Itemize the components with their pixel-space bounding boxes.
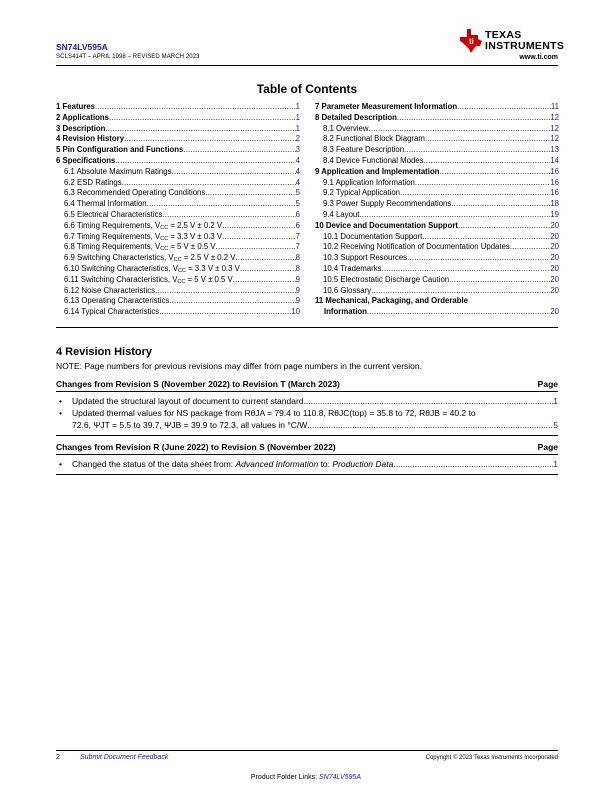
toc-entry[interactable]: 10.2 Receiving Notification of Documentation Updates ..... 20	[315, 242, 559, 253]
toc-entry[interactable]: 6.12 Noise Characteristics ..... 9	[56, 286, 300, 297]
page-link[interactable]: 1	[553, 396, 558, 406]
toc-entry[interactable]: 6.8 Timing Requirements, $V_{CC} = 5$ V ± 0.5 V ..... 7	[56, 242, 300, 253]
logo-text-texas: TEXAS	[485, 29, 522, 41]
toc-entry[interactable]: 6.4 Thermal Information ..... 5	[56, 199, 300, 210]
toc-entry[interactable]: 1 Features ..... 1	[56, 102, 300, 113]
change-block-header	[56, 442, 558, 455]
change-block-r-to-s	[56, 442, 558, 475]
page-link[interactable]: 5	[553, 420, 558, 430]
toc-entry[interactable]: 6.14 Typical Characteristics ..... 10	[56, 307, 300, 318]
change-block-title: Changes from Revision S (November 2022) to Revision T (March 2023)	[56, 379, 340, 389]
revision-note: NOTE: Page numbers for previous revisions may differ from page numbers in the current version.	[56, 361, 422, 371]
toc-entry[interactable]: 9.2 Typical Application ..... 16	[315, 188, 559, 199]
toc-entry[interactable]: 9.1 Application Information ..... 16	[315, 178, 559, 189]
toc-entry[interactable]: 10.1 Documentation Support ..... 20	[315, 232, 559, 243]
toc-entry[interactable]: 8.2 Functional Block Diagram ..... 12	[315, 134, 559, 145]
toc-entry[interactable]: 10.4 Trademarks ..... 20	[315, 264, 559, 275]
change-item: • Updated the structural layout of document to current standard ..... 1	[56, 395, 558, 407]
footer-divider	[56, 750, 558, 751]
block-divider	[56, 474, 558, 475]
toc-entry[interactable]: 4 Revision History ..... 2	[56, 134, 300, 145]
part-number-link[interactable]: SN74LV595A	[56, 42, 108, 52]
change-item: • Updated thermal values for NS package from RθJA = 79.4 to 110.8, RθJC(top) = 35.8 to 72, RθJB = 40.2 to 72.6, ΨJT = 5.5 to 39.7, ΨJB = 39.9 to 72.3, all values in °C/W ..... 5	[56, 407, 558, 431]
toc-left-column	[56, 102, 300, 318]
toc-entry[interactable]: 7 Parameter Measurement Information ..... 11	[315, 102, 559, 113]
toc-entry[interactable]: 10.6 Glossary ..... 20	[315, 286, 559, 297]
website-link[interactable]: www.ti.com	[519, 54, 558, 61]
toc-title: Table of Contents	[256, 82, 358, 96]
toc-entry[interactable]: 3 Description ..... 1	[56, 124, 300, 135]
toc-entry[interactable]: 6.1 Absolute Maximum Ratings ..... 4	[56, 167, 300, 178]
page-header	[56, 29, 565, 66]
toc-entry[interactable]: 6 Specifications ..... 4	[56, 156, 300, 167]
change-block-header	[56, 379, 558, 392]
toc-entry[interactable]: 6.10 Switching Characteristics, $V_{CC} = 3.3$ V ± 0.3 V ..... 8	[56, 264, 300, 275]
logo-text-instruments: INSTRUMENTS	[485, 40, 565, 52]
toc-entry[interactable]: 6.11 Switching Characteristics, $V_{CC} = 5$ V ± 0.5 V ..... 9	[56, 275, 300, 286]
toc-entry[interactable]: 11 Mechanical, Packaging, and Orderable	[315, 296, 468, 306]
bullet: •	[59, 459, 62, 469]
change-block-s-to-t	[56, 379, 558, 436]
toc-entry[interactable]: 6.13 Operating Characteristics ..... 9	[56, 296, 300, 307]
toc-entry[interactable]: 8.1 Overview ..... 12	[315, 124, 559, 135]
ti-state-icon	[460, 29, 482, 53]
product-folder-label: Product Folder Links:	[250, 774, 320, 781]
toc-entry[interactable]: 9.3 Power Supply Recommendations ..... 18	[315, 199, 559, 210]
toc-entry[interactable]: 6.5 Electrical Characteristics ..... 6	[56, 210, 300, 221]
product-folder-link[interactable]: SN74LV595A	[319, 774, 362, 781]
toc-entry[interactable]: 8.3 Feature Description ..... 13	[315, 145, 559, 156]
toc-entry[interactable]: 6.7 Timing Requirements, $V_{CC} = 3.3$ V ± 0.3 V ..... 7	[56, 232, 300, 243]
page-column-header: Page	[537, 442, 558, 452]
bullet: •	[59, 408, 62, 418]
toc-entry[interactable]: 10 Device and Documentation Support ..... 20	[315, 221, 559, 232]
toc-entry[interactable]: 2 Applications ..... 1	[56, 113, 300, 124]
change-item: • Changed the status of the data sheet from: Advanced Information to: Production Data ..... 1	[56, 458, 558, 470]
revision-history-heading: 4 Revision History	[56, 346, 152, 358]
product-folder-links	[0, 774, 612, 781]
block-divider	[56, 435, 558, 436]
toc-entry[interactable]: 6.6 Timing Requirements, $V_{CC} = 2.5$ V ± 0.2 V ..... 6	[56, 221, 300, 232]
bullet: •	[59, 396, 62, 406]
toc-entry[interactable]: 8.4 Device Functional Modes ..... 14	[315, 156, 559, 167]
footer-page-number: 2	[56, 754, 60, 761]
toc-entry[interactable]: 6.2 ESD Ratings ..... 4	[56, 178, 300, 189]
toc-right-column	[315, 102, 559, 318]
toc-entry[interactable]: 8 Detailed Description ..... 12	[315, 113, 559, 124]
document-info: SCLS414T – APRIL 1998 – REVISED MARCH 2023	[56, 54, 200, 60]
svg-text:ti: ti	[469, 37, 474, 46]
toc-entry[interactable]: 10.5 Electrostatic Discharge Caution ..... 20	[315, 275, 559, 286]
page-column-header: Page	[537, 379, 558, 389]
toc-entry[interactable]: 6.9 Switching Characteristics, $V_{CC} = 2.5$ V ± 0.2 V ..... 8	[56, 253, 300, 264]
toc-entry[interactable]: 5 Pin Configuration and Functions ..... 3	[56, 145, 300, 156]
page-link[interactable]: 1	[553, 459, 558, 469]
header-divider	[56, 65, 558, 66]
change-block-title: Changes from Revision R (June 2022) to Revision S (November 2022)	[56, 442, 336, 452]
toc-entry[interactable]: 6.3 Recommended Operating Conditions ..... 5	[56, 188, 300, 199]
toc-entry[interactable]: 10.3 Support Resources ..... 20	[315, 253, 559, 264]
toc-divider	[56, 327, 558, 328]
toc-entry[interactable]: 9.4 Layout ..... 19	[315, 210, 559, 221]
toc-entry[interactable]: Information ..... 20	[315, 307, 559, 318]
toc-entry[interactable]: 9 Application and Implementation ..... 16	[315, 167, 559, 178]
ti-logo	[460, 29, 565, 55]
footer-copyright: Copyright © 2023 Texas Instruments Incorporated	[425, 755, 558, 761]
submit-feedback-link[interactable]: Submit Document Feedback	[80, 754, 169, 761]
